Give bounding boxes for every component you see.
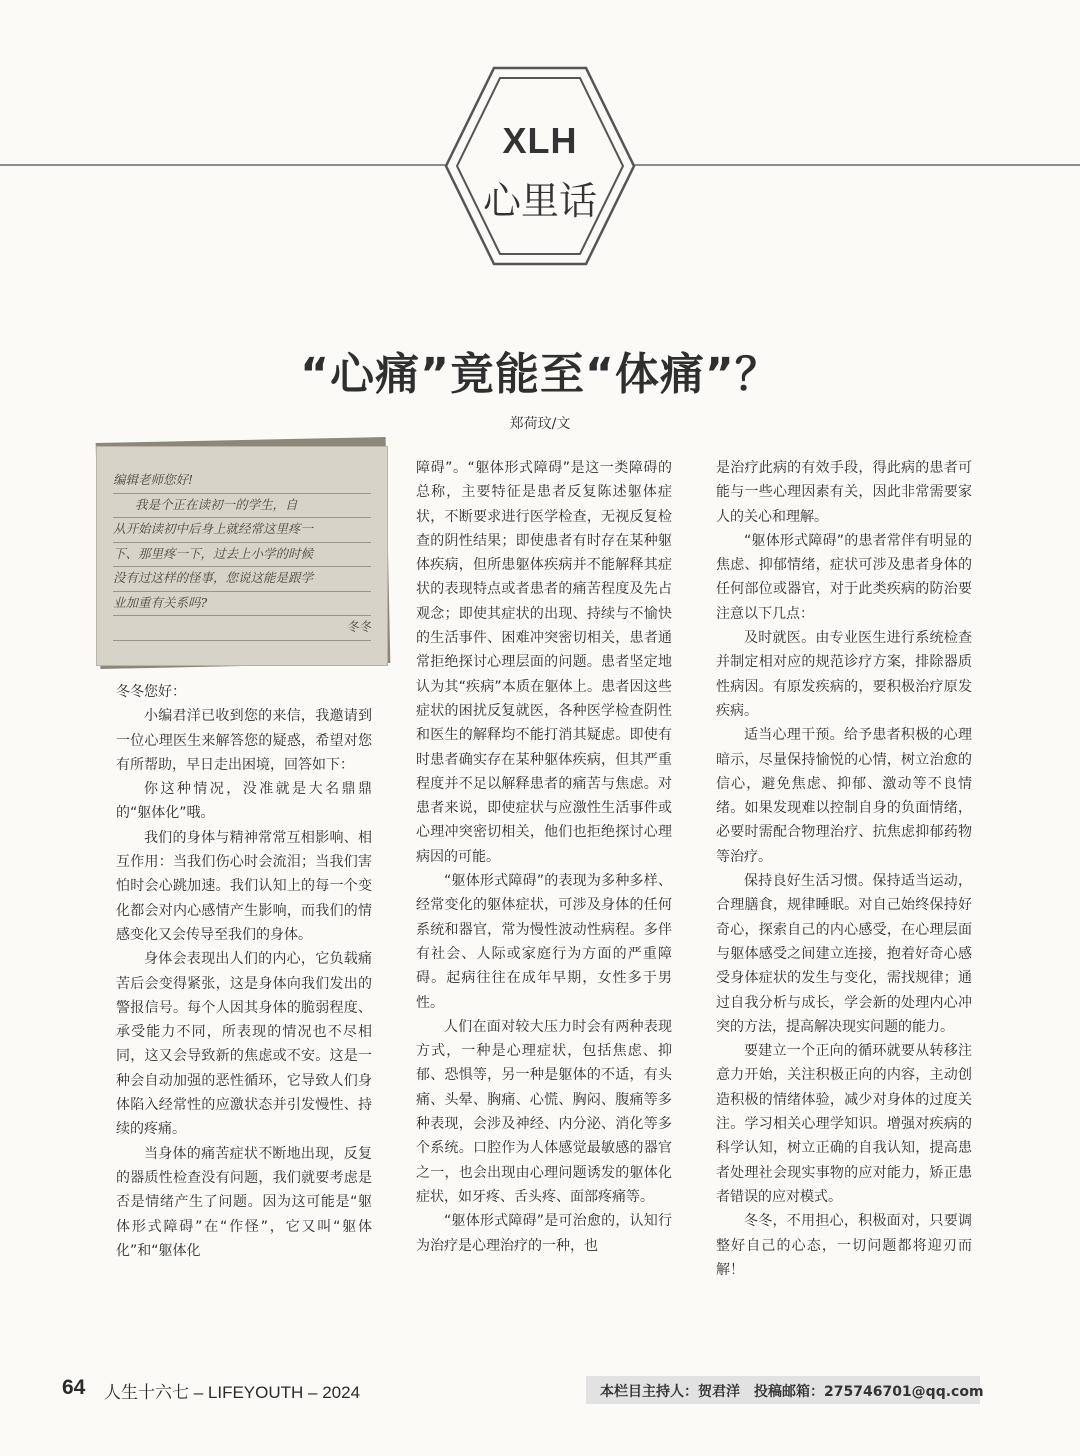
article-title: “心痛”竟能至“体痛”？ [300,349,780,400]
letter-line: 下、那里疼一下，过去上小学的时候 [113,543,371,568]
header-rule-right [628,164,1080,166]
paragraph: “躯体形式障碍”的患者常伴有明显的焦虑、抑郁情绪，症状可涉及患者身体的任何部位或器官，对于此类疾病的防治要注意以下几点： [716,532,972,622]
paragraph-continued: 是治疗此病的有效手段，得此病的患者可能与一些心理因素有关，因此非常需要家人的关心和理解。 [716,460,972,525]
letter-signature: 冬冬 [113,616,371,641]
paragraph: 我们的身体与精神常常互相影响、相互作用：当我们伤心时会流泪；当我们害怕时会心跳加速。我们认知上的每一个变化都会对内心感情产生影响，而我们的情感变化又会传导至我们的身体。 [116,829,372,943]
closing-paragraph: 冬冬，不用担心，积极面对，只要调整好自己的心态，一切问题都将迎刃而解！ [716,1213,972,1278]
paragraph: 你这种情况，没准就是大名鼎鼎的“躯体化”哦。 [116,781,372,822]
letter-line: 没有过这样的怪事，您说这能是跟学 [113,567,371,592]
paragraph: 身体会表现出人们的内心，它负载痛苦后会变得紧张，这是身体向我们发出的警报信号。每个人因其身体的脆弱程度、承受能力不同，所表现的情况也不尽相同，这又会导致新的焦虑或不安。这是一种会自动加强的恶性循环，它导致人们身体陷入经常性的应激状态并引发慢性、持续的疼痛。 [116,951,372,1138]
article-column-3 [716,456,972,1282]
paragraph: 当身体的痛苦症状不断地出现，反复的器质性检查没有问题，我们就要考虑是否是情绪产生了问题。因为这可能是“躯体形式障碍”在“作怪”，它又叫“躯体化”和“躯体化 [116,1145,372,1259]
paragraph: 小编君洋已收到您的来信，我邀请到一位心理医生来解答您的疑惑，希望对您有所帮助，早日走出困境，回答如下： [116,708,372,773]
letter-line: 从开始读初中后身上就经常这里疼一 [113,518,371,543]
reader-letter [96,446,388,666]
letter-line: 我是个正在读初一的学生，自 [113,494,371,519]
paragraph: 人们在面对较大压力时会有两种表现方式，一种是心理症状，包括焦虑、抑郁、恐惧等，另一种是躯体的不适，有头痛、头晕、胸痛、心慌、胸闷、腹痛等多种表现，会涉及神经、内分泌、消化等多个系统。口腔作为人体感觉最敏感的器官之一，也会出现由心理问题诱发的躯体化症状，如牙疼、舌头疼、面部疼痛等。 [416,1018,672,1205]
letter-greeting: 编辑老师您好! [113,469,371,494]
paragraph: 保持良好生活习惯。保持适当运动，合理膳食，规律睡眠。对自己始终保持好奇心，探索自己的内心感受，在心理层面与躯体感受之间建立连接，抱着好奇心感受身体症状的发生与变化，需找规律；通过自我分析与成长，学会新的处理内心冲突的方法，提高解决现实问题的能力。 [716,873,972,1035]
paragraph: 要建立一个正向的循环就要从转移注意力开始，关注积极正向的内容，主动创造积极的情绪体验，减少对身体的过度关注。学习相关心理学知识。增强对疾病的科学认知，树立正确的自我认知，提高患者处理社会现实事物的应对能力，矫正患者错误的应对模式。 [716,1043,972,1205]
column-host-info: 本栏目主持人：贺君洋 投稿邮箱：275746701@qq.com [600,1384,984,1400]
reply-greeting: 冬冬您好： [116,684,186,700]
column-badge [440,62,640,272]
hexagon-frame-icon [440,62,640,272]
page-number: 64 [62,1376,86,1399]
magazine-name: 人生十六七 – LIFEYOUTH – 2024 [104,1383,361,1402]
article-column-1 [116,680,372,1263]
paragraph-continued: 障碍”。“躯体形式障碍”是这一类障碍的总称，主要特征是患者反复陈述躯体症状，不断要求进行医学检查，无视反复检查的阴性结果；即使患者有时存在某种躯体疾病，但所患躯体疾病并不能解释其症状的表现特点或者患者的痛苦程度及先占观念；即使其症状的出现、持续与不愉快的生活事件、困难冲突密切相关，患者通常拒绝探讨心理层面的问题。患者坚定地认为其“疾病”本质在躯体上。患者因这些症状的困扰反复就医，各种医学检查阴性和医生的解释均不能打消其疑虑。即使有时患者确实存在某种躯体疾病，但其严重程度并不足以解释患者的痛苦与焦虑。对患者来说，即使症状与应激性生活事件或心理冲突密切相关，他们也拒绝探讨心理病因的可能。 [416,460,672,865]
article-column-2 [416,456,672,1258]
paragraph: 适当心理干预。给予患者积极的心理暗示，尽量保持愉悦的心情，树立治愈的信心，避免焦虑、抑郁、激动等不良情绪。如果发现难以控制自身的负面情绪，必要时需配合物理治疗、抗焦虑抑郁药物等治疗。 [716,727,972,865]
paragraph: “躯体形式障碍”的表现为多种多样、经常变化的躯体症状，可涉及身体的任何系统和器官，常为慢性波动性病程。多伴有社会、人际或家庭行为方面的严重障碍。起病往往在成年早期，女性多于男性。 [416,873,672,1011]
column-name-chinese: 心里话 [482,179,597,223]
letter-line: 业加重有关系吗? [113,592,371,617]
paragraph: “躯体形式障碍”是可治愈的，认知行为治疗是心理治疗的一种，也 [416,1213,672,1254]
header-rule-left [0,164,452,166]
paragraph: 及时就医。由专业医生进行系统检查并制定相对应的规范诊疗方案，排除器质性病因。有原发疾病的，要积极治疗原发疾病。 [716,630,972,719]
article-byline: 郑荷玟/文 [509,416,571,432]
column-name-latin: XLH [502,120,578,161]
